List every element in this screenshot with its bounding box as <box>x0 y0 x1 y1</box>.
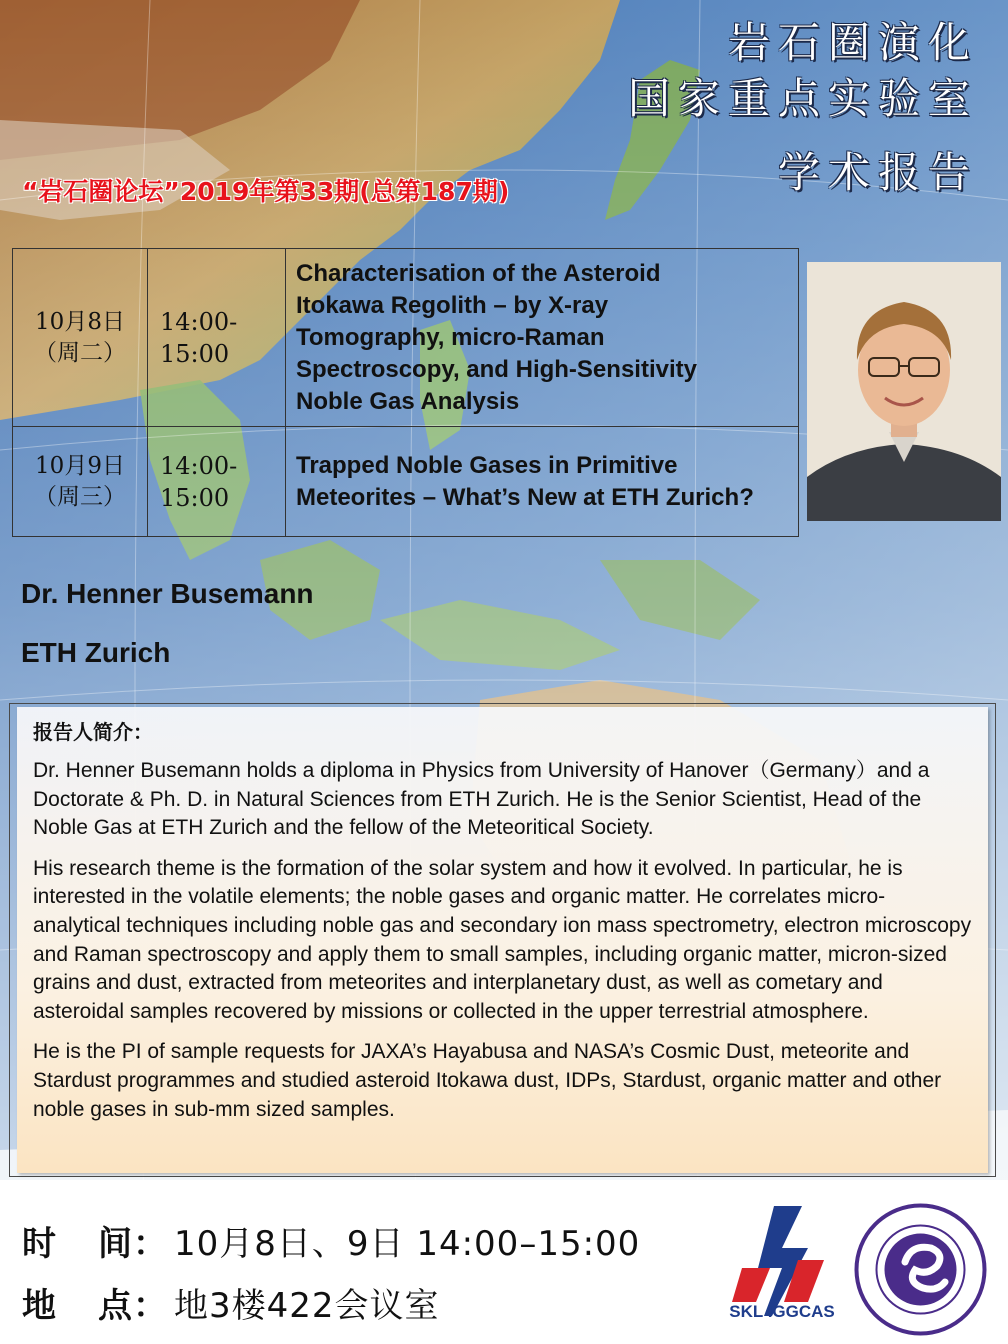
schedule-row <box>13 427 799 537</box>
schedule-date-cell <box>13 249 148 427</box>
schedule-table <box>12 248 799 537</box>
event-place-value: 地3楼422会议室 <box>174 1286 440 1326</box>
schedule-time-start: 14:00- <box>160 451 238 480</box>
skl-text: SKL <box>729 1302 763 1321</box>
bio-paragraph: He is the PI of sample requests for JAXA’s Hayabusa and NASA’s Cosmic Dust, meteorite and Stardust programmes and studied asteroid Itokawa dust, IDPs, Stardust, organic matter and other noble gases in sub-mm sized samples. <box>33 1040 942 1121</box>
event-time-label-a: 时 <box>22 1224 57 1264</box>
skl-iggcas-logo <box>712 1198 852 1338</box>
speaker-photo-art <box>807 262 1001 521</box>
talk-title-line: Itokawa Regolith – by X-ray <box>296 291 609 319</box>
institute-seal-art <box>853 1202 988 1337</box>
footer-area <box>0 1180 1008 1344</box>
speaker-affiliation: ETH Zurich <box>21 637 171 668</box>
lab-title-line-2: 国家重点实验室 <box>627 74 978 123</box>
schedule-date: 10月8日 <box>35 308 125 335</box>
talk-title-line: Meteorites – What’s New at ETH Zurich? <box>296 483 754 511</box>
event-place-line <box>22 1278 440 1327</box>
schedule-time-end: 15:00 <box>160 483 230 512</box>
speaker-photo <box>807 262 1001 521</box>
schedule-weekday: （周二） <box>34 339 126 366</box>
schedule-time-cell <box>148 427 286 537</box>
talk-title-line: Trapped Noble Gases in Primitive <box>296 451 678 479</box>
schedule-time-cell <box>148 249 286 427</box>
schedule-date-cell <box>13 427 148 537</box>
event-place-label-a: 地 <box>22 1286 57 1326</box>
schedule-weekday: （周三） <box>34 483 126 510</box>
talk-title-line: Tomography, micro-Raman <box>296 323 605 351</box>
event-time-value: 10月8日、9日 14:00–15:00 <box>174 1224 641 1264</box>
iggcas-text: IGGCAS <box>767 1302 835 1321</box>
bio-box <box>9 703 996 1177</box>
bio-paragraph: Dr. Henner Busemann holds a diploma in Physics from University of Hanover（Germany）and a Doctorate & Ph. D. in Natural Sciences from ETH Zurich. He is the Senior Scientist, Head of the Noble Gas at ETH Zurich and the fellow of the Meteoritical Society. <box>33 759 930 840</box>
talk-title-cell <box>286 427 799 537</box>
event-time-label <box>22 1216 174 1265</box>
bio-panel <box>17 707 988 1173</box>
event-place-label <box>22 1278 174 1327</box>
talk-title-line: Spectroscopy, and High-Sensitivity <box>296 355 697 383</box>
bio-heading: 报告人简介： <box>33 720 153 744</box>
lab-title-line-1: 岩石圈演化 <box>727 18 978 67</box>
talk-title-cell <box>286 249 799 427</box>
talk-title-line: Characterisation of the Asteroid <box>296 259 661 287</box>
event-time-line <box>22 1216 640 1265</box>
speaker-name: Dr. Henner Busemann <box>21 578 314 609</box>
schedule-date: 10月9日 <box>35 452 125 479</box>
forum-series-label: “岩石圈论坛”2019年第33期(总第187期) <box>22 177 510 206</box>
schedule-time-end: 15:00 <box>160 339 230 368</box>
talk-title-line: Noble Gas Analysis <box>296 387 520 415</box>
institute-seal-logo <box>853 1202 988 1337</box>
schedule-time-start: 14:00- <box>160 307 238 336</box>
skl-iggcas-text <box>712 1302 852 1322</box>
lab-title-line-3: 学术报告 <box>777 148 978 197</box>
event-place-label-b: 点： <box>98 1286 168 1326</box>
schedule-row <box>13 249 799 427</box>
event-time-label-b: 间： <box>98 1224 168 1264</box>
bio-paragraph: His research theme is the formation of the solar system and how it evolved. In particular, he is interested in the volatile elements; the noble gases and organic matter. He correlates micro-analytical techniques including noble gas and secondary ion mass spectrometry, electron microscopy and Raman spectroscopy and apply them to small samples, including organic matter, micron-sized grains and dust, extracted from meteorites and interplanetary dust, as well as cometary and asteroidal samples recovered by missions or collected in the upper terrestrial atmosphere. <box>33 856 972 1023</box>
